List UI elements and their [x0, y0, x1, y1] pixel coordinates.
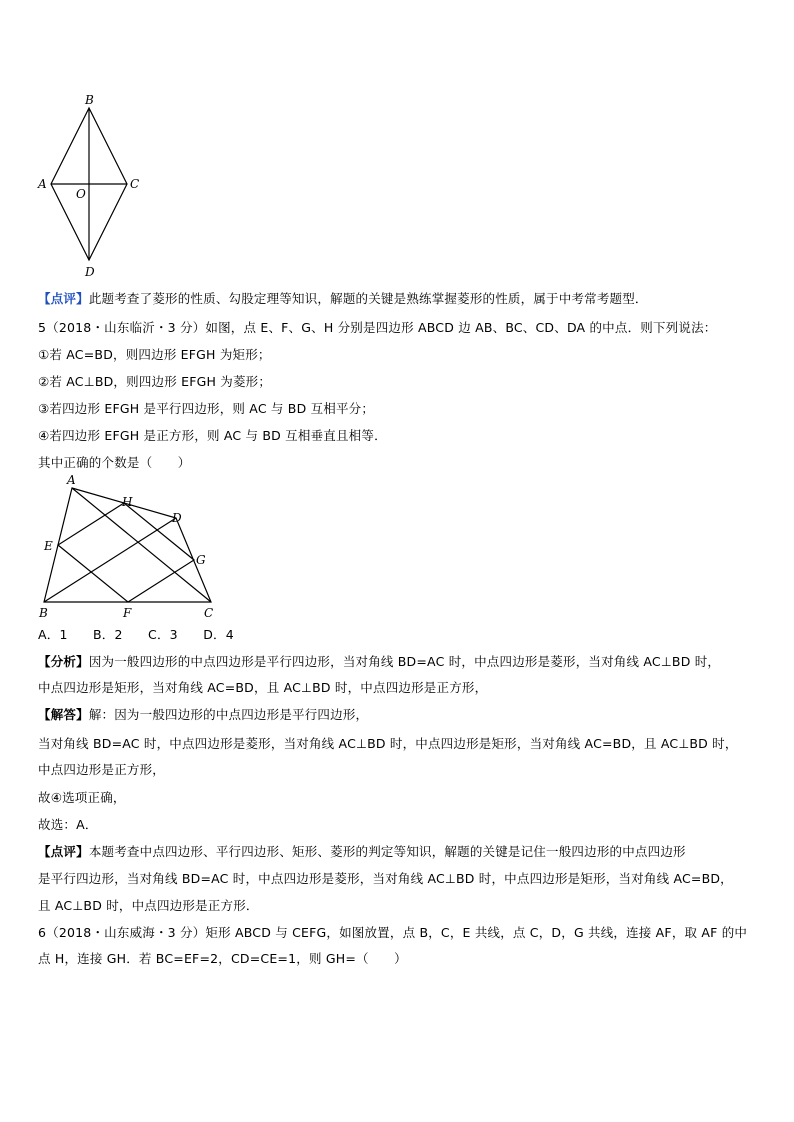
q5-answer-line-2: 当对角线 BD=AC 时，中点四边形是菱形，当对角线 AC⊥BD 时，中点四边形是矩形，当对角线 AC=BD，且 AC⊥BD 时，: [38, 736, 738, 751]
q5-answer-line-1: [38, 707, 368, 723]
q5-answer-line-3: 中点四边形是正方形，: [38, 762, 166, 777]
label-f: F: [123, 606, 132, 620]
label-b: B: [39, 606, 48, 620]
label-b: B: [85, 93, 94, 107]
label-d: D: [85, 265, 95, 279]
analysis-text-1: 因为一般四边形的中点四边形是平行四边形，当对角线 BD=AC 时，中点四边形是菱形，当对角线 AC⊥BD 时，: [88, 654, 721, 669]
comment-1-tag: 【点评】: [38, 291, 89, 306]
quadrilateral-figure: [30, 472, 230, 622]
q5-analysis-line-1: [38, 654, 720, 670]
label-h: H: [122, 495, 133, 509]
diagonal-ac: [72, 488, 211, 602]
q5-comment-line-2: 是平行四边形，当对角线 BD=AC 时，中点四边形是菱形，当对角线 AC⊥BD 时，中点四边形是矩形，当对角线 AC=BD，: [38, 871, 733, 886]
q6-line-1: 6（2018・山东威海・3 分）矩形 ABCD 与 CEFG，如图放置，点 B，C，E 共线，点 C，D，G 共线，连接 AF，取 AF 的中: [38, 925, 748, 940]
q5-comment-text-1: 本题考查中点四边形、平行四边形、矩形、菱形的判定等知识，解题的关键是记住一般四边形的中点四边形: [88, 844, 686, 859]
q5-ask: 其中正确的个数是（ ）: [38, 455, 191, 470]
q5-stem: 5（2018・山东临沂・3 分）如图，点 E、F、G、H 分别是四边形 ABCD 边 AB、BC、CD、DA 的中点．则下列说法：: [38, 320, 717, 335]
diagonal-bd: [44, 518, 176, 602]
q5-answer-line-4: 故④选项正确，: [38, 790, 126, 805]
answer-tag: 【解答】: [38, 707, 89, 722]
label-a: A: [38, 177, 47, 191]
label-c: C: [204, 606, 214, 620]
label-a: A: [67, 473, 76, 487]
comment-1-text: 此题考查了菱形的性质、勾股定理等知识，解题的关键是熟练掌握菱形的性质，属于中考常考题型．: [88, 291, 648, 306]
label-g: G: [196, 553, 206, 567]
q5-answer-line-5: 故选：A．: [38, 817, 98, 832]
label-e: E: [44, 539, 53, 553]
analysis-tag: 【分析】: [38, 654, 89, 669]
label-d: D: [172, 511, 182, 525]
q5-statement-2: ②若 AC⊥BD，则四边形 EFGH 为菱形；: [38, 374, 272, 389]
q5-statement-1: ①若 AC=BD，则四边形 EFGH 为矩形；: [38, 347, 271, 362]
q5-comment-tag: 【点评】: [38, 844, 89, 859]
answer-text-1: 解：因为一般四边形的中点四边形是平行四边形，: [88, 707, 369, 722]
label-c: C: [130, 177, 140, 191]
q5-comment-line-3: 且 AC⊥BD 时，中点四边形是正方形．: [38, 898, 259, 913]
label-o: O: [76, 187, 86, 201]
q5-options: A．1 B．2 C．3 D．4: [38, 627, 234, 642]
q5-analysis-line-2: 中点四边形是矩形，当对角线 AC=BD，且 AC⊥BD 时，中点四边形是正方形，: [38, 680, 488, 695]
q6-line-2: 点 H，连接 GH．若 BC=EF=2，CD=CE=1，则 GH=（ ）: [38, 951, 407, 966]
rhombus-figure: [30, 86, 150, 286]
q5-statement-4: ④若四边形 EFGH 是正方形，则 AC 与 BD 互相垂直且相等．: [38, 428, 387, 443]
q5-comment-line-1: [38, 844, 686, 860]
comment-1: [38, 291, 648, 307]
q5-statement-3: ③若四边形 EFGH 是平行四边形，则 AC 与 BD 互相平分；: [38, 401, 375, 416]
